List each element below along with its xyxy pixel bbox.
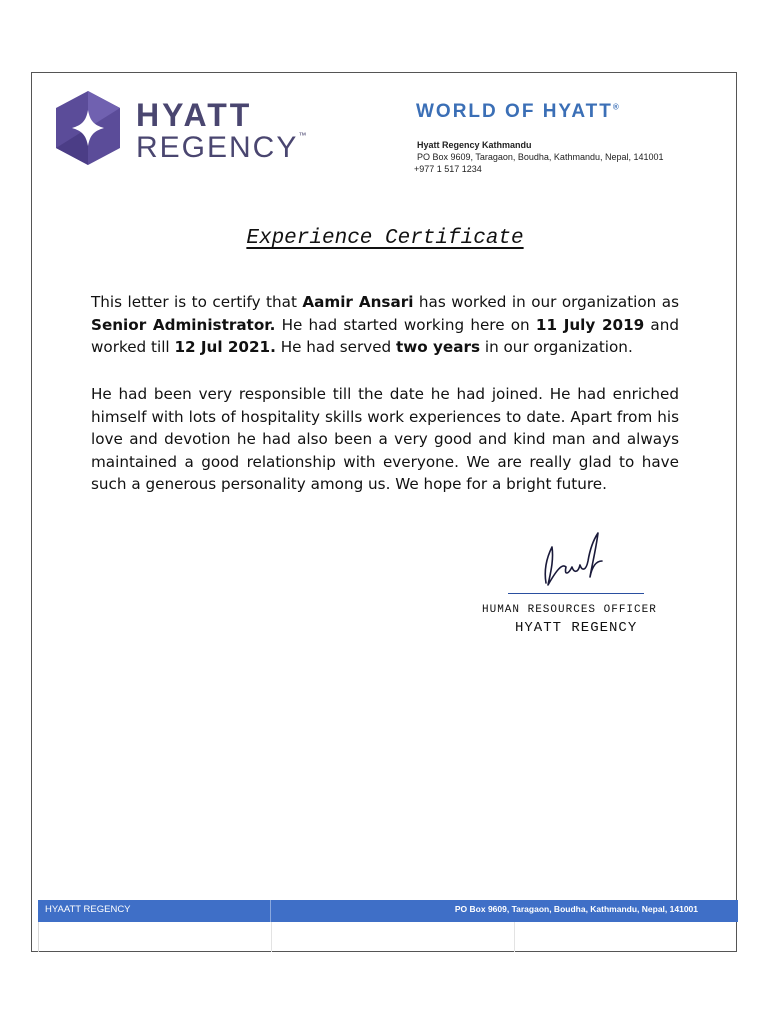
certificate-paragraph-2: He had been very responsible till the date he had joined. He had enriched himself with lots of hospitality skills work experiences to date. Apart from his love and devotion he had also been a very good and kind man and always maintained a good relationship with everyone. We are really glad to have such a generous personality among us. We hope for a bright future. bbox=[91, 385, 679, 493]
employee-name: Aamir Ansari bbox=[302, 293, 414, 311]
certificate-page bbox=[31, 72, 737, 952]
handwritten-signature bbox=[532, 531, 612, 591]
hotel-phone: +977 1 517 1234 bbox=[414, 164, 482, 174]
certificate-title: Experience Certificate bbox=[246, 227, 524, 250]
start-date: 11 July 2019 bbox=[535, 315, 645, 334]
service-duration: two years bbox=[396, 338, 481, 356]
hyatt-regency-logo bbox=[54, 91, 324, 171]
hyatt-logo-mark-icon bbox=[54, 91, 122, 165]
text-segment: He had served bbox=[275, 338, 397, 356]
logo-regency-text bbox=[136, 131, 306, 165]
hotel-address-block bbox=[414, 139, 664, 175]
footer-table-divider bbox=[271, 922, 272, 952]
logo-regency-word: REGENCY bbox=[136, 131, 299, 164]
footer-divider bbox=[270, 900, 271, 922]
footer-company-name: HYAATT REGENCY bbox=[45, 904, 131, 915]
trademark-mark: ™ bbox=[298, 131, 307, 140]
signature-line bbox=[508, 593, 644, 594]
end-date: 12 Jul 2021. bbox=[174, 338, 276, 356]
signatory-role: HUMAN RESOURCES OFFICER bbox=[482, 604, 657, 616]
text-segment: This letter is to certify that bbox=[91, 293, 303, 311]
text-segment: He had started working here on bbox=[275, 315, 536, 334]
logo-hyatt-text: HYATT bbox=[136, 97, 253, 133]
text-segment: and worked till bbox=[91, 315, 680, 356]
footer-table-area bbox=[38, 922, 739, 952]
footer-table-divider bbox=[514, 922, 515, 952]
signatory-company: HYATT REGENCY bbox=[515, 620, 638, 636]
footer-address: PO Box 9609, Taragaon, Boudha, Kathmandu, Nepal, 141001 bbox=[454, 904, 698, 914]
hotel-name: Hyatt Regency Kathmandu bbox=[417, 140, 532, 150]
employee-position: Senior Administrator. bbox=[91, 315, 276, 334]
world-of-hyatt-text: WORLD OF HYATT bbox=[416, 101, 613, 122]
certificate-paragraph-1 bbox=[91, 291, 679, 359]
text-segment: in our organization. bbox=[480, 338, 633, 356]
world-of-hyatt-brand bbox=[416, 101, 621, 123]
hotel-address: PO Box 9609, Taragaon, Boudha, Kathmandu, Nepal, 141001 bbox=[417, 152, 664, 162]
text-segment: has worked in our organization as bbox=[413, 293, 679, 311]
footer-bar bbox=[38, 900, 738, 922]
registered-mark: ® bbox=[612, 102, 621, 112]
